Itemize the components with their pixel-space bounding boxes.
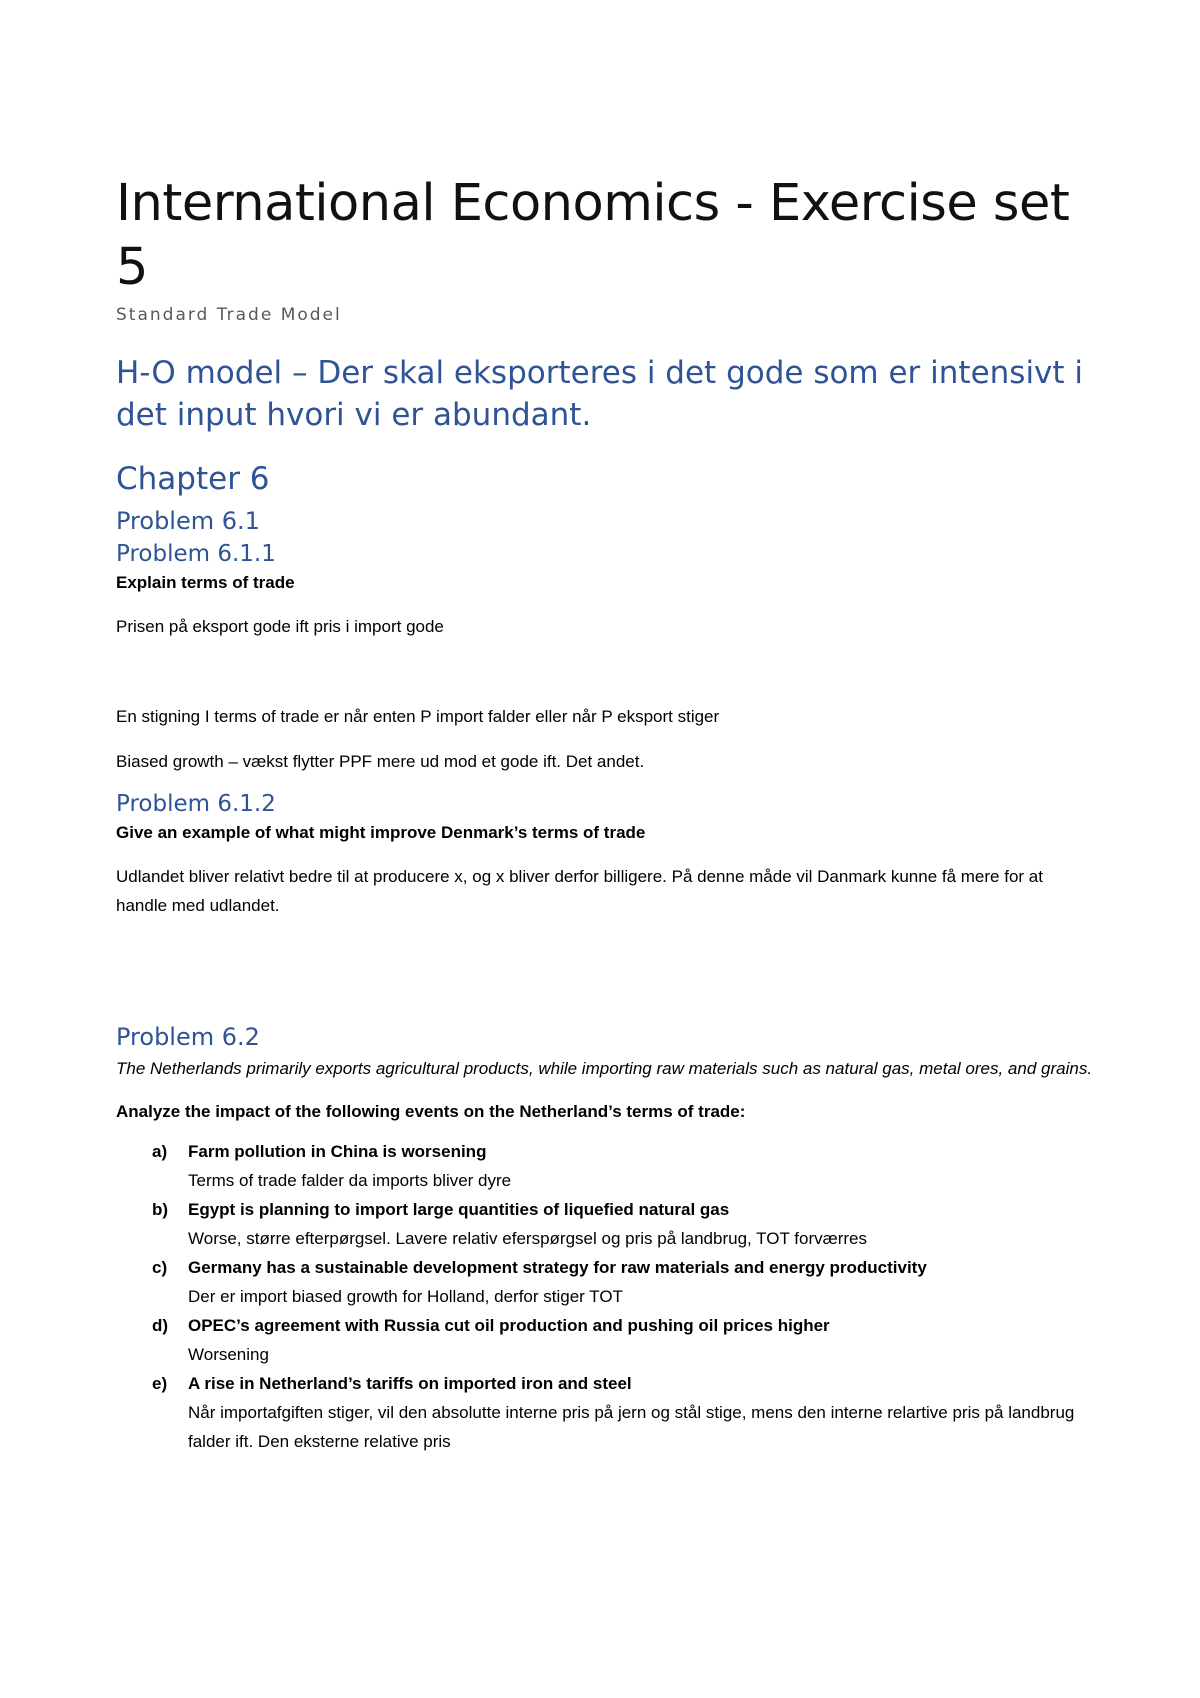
list-item-answer: Der er import biased growth for Holland, derfor stiger TOT — [188, 1287, 623, 1306]
list-item-question: Egypt is planning to import large quantities of liquefied natural gas — [188, 1200, 730, 1219]
list-item-label: b) — [152, 1200, 169, 1219]
problem-6-2-intro: The Netherlands primarily exports agricultural products, while importing raw materials such as natural gas, metal ores, and grains. — [116, 1059, 1093, 1078]
list-item — [116, 1195, 1096, 1253]
list-item-answer: Worse, større efterpørgsel. Lavere relativ eferspørgsel og pris på landbrug, TOT forværres — [188, 1229, 868, 1248]
problem-6-1-1-question: Explain terms of trade — [116, 573, 295, 592]
document-content — [116, 172, 1096, 1456]
list-item-question: OPEC’s agreement with Russia cut oil production and pushing oil prices higher — [188, 1316, 830, 1335]
list-item-answer: Når importafgiften stiger, vil den absolutte interne pris på jern og stål stige, mens den interne relartive pris på landbrug falder ift. Den eksterne relative pris — [188, 1403, 1075, 1451]
list-item-answer: Worsening — [188, 1345, 269, 1364]
list-item-label: e) — [152, 1374, 168, 1393]
chapter-heading: Chapter 6 — [116, 461, 270, 497]
problem-6-1-1-answer-1: Prisen på eksport gode ift pris i import gode — [116, 617, 444, 636]
problem-6-2-list — [116, 1137, 1096, 1456]
ho-model-heading: H-O model – Der skal eksporteres i det gode som er intensivt i det input hvori vi er abundant. — [116, 355, 1084, 433]
list-item-question: Germany has a sustainable development strategy for raw materials and energy productivity — [188, 1258, 927, 1277]
list-item — [116, 1137, 1096, 1195]
list-item-label: c) — [152, 1258, 168, 1277]
problem-6-2-question: Analyze the impact of the following events on the Netherland’s terms of trade: — [116, 1102, 746, 1121]
problem-6-2-heading: Problem 6.2 — [116, 1023, 260, 1051]
problem-6-1-2-question: Give an example of what might improve Denmark’s terms of trade — [116, 823, 646, 842]
problem-6-1-1-answer-3: Biased growth – vækst flytter PPF mere ud mod et gode ift. Det andet. — [116, 752, 645, 771]
problem-6-1-2-heading: Problem 6.1.2 — [116, 791, 276, 817]
list-item — [116, 1369, 1096, 1456]
document-subtitle: Standard Trade Model — [116, 305, 342, 325]
document-title: International Economics - Exercise set 5 — [116, 174, 1070, 297]
list-item — [116, 1311, 1096, 1369]
list-item-label: d) — [152, 1316, 169, 1335]
list-item-question: A rise in Netherland’s tariffs on imported iron and steel — [188, 1374, 632, 1393]
list-item — [116, 1253, 1096, 1311]
problem-6-1-1-answer-2: En stigning I terms of trade er når enten P import falder eller når P eksport stiger — [116, 707, 720, 726]
problem-6-1-1-heading: Problem 6.1.1 — [116, 541, 276, 567]
problem-6-1-heading: Problem 6.1 — [116, 507, 260, 535]
list-item-answer: Terms of trade falder da imports bliver dyre — [188, 1171, 512, 1190]
list-item-question: Farm pollution in China is worsening — [188, 1142, 487, 1161]
list-item-label: a) — [152, 1142, 168, 1161]
problem-6-1-2-answer: Udlandet bliver relativt bedre til at producere x, og x bliver derfor billigere. På denne måde vil Danmark kunne få mere for at handle med udlandet. — [116, 867, 1043, 915]
